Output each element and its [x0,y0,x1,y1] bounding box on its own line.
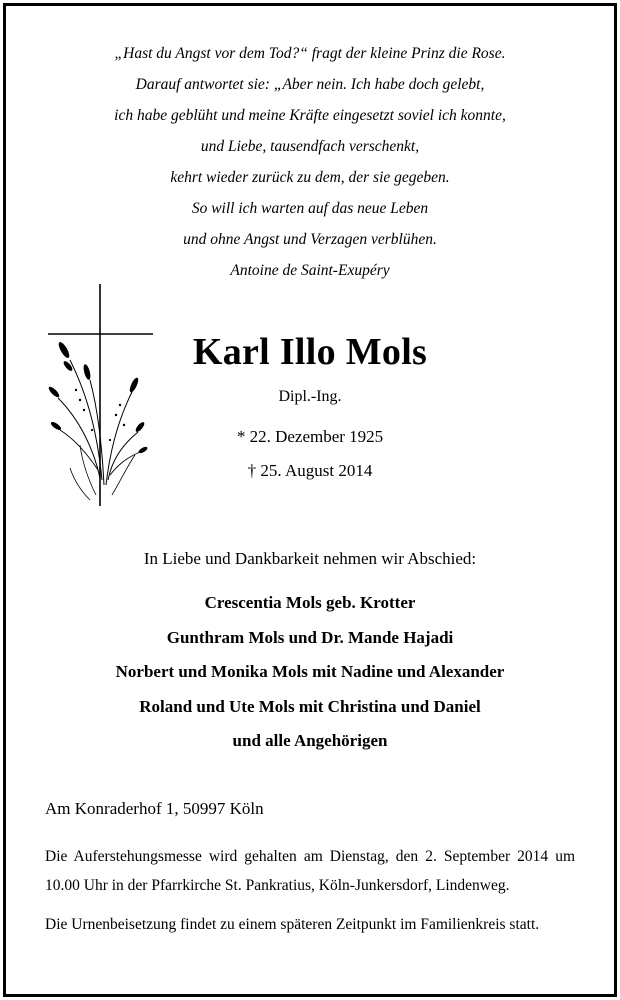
quote-line: und ohne Angst und Verzagen verblühen. [183,231,437,248]
quote-block [0,38,620,286]
death-date: † 25. August 2014 [247,461,373,480]
deceased-title: Dipl.-Ing. [278,388,342,405]
family-member: Norbert und Monika Mols mit Nadine und Alexander [115,662,505,681]
family-member: Crescentia Mols geb. Krotter [204,593,416,612]
family-member: Roland und Ute Mols mit Christina und Daniel [139,696,481,716]
quote-line: Darauf antwortet sie: „Aber nein. Ich habe doch gelebt, [135,76,485,93]
quote-line: „Hast du Angst vor dem Tod?“ fragt der kleine Prinz die Rose. [114,45,506,62]
quote-line: kehrt wieder zurück zu dem, der sie gegeben. [170,169,450,186]
quote-line: und Liebe, tausendfach verschenkt, [200,138,420,155]
deceased-name: Karl Illo Mols [192,331,428,373]
quote-author: Antoine de Saint-Exupéry [230,262,390,279]
burial-info: Die Urnenbeisetzung findet zu einem späteren Zeitpunkt im Familienkreis statt. [45,916,540,933]
family-member: Gunthram Mols und Dr. Mande Hajadi [166,627,454,647]
family-member: und alle Angehörigen [232,731,388,750]
address: Am Konraderhof 1, 50997 Köln [45,799,264,818]
family-list [0,586,620,759]
quote-line: So will ich warten auf das neue Leben [191,200,429,217]
quote-line: ich habe geblüht und meine Kräfte eingesetzt soviel ich konnte, [114,107,506,124]
service-info: Die Auferstehungsmesse wird gehalten am Dienstag, den 2. September 2014 um 10.00 Uhr in der Pfarrkirche St. Pankratius, Köln-Junkersdorf, Lindenweg. [45,848,575,894]
farewell-text: In Liebe und Dankbarkeit nehmen wir Abschied: [143,549,477,568]
birth-date: * 22. Dezember 1925 [236,427,384,446]
